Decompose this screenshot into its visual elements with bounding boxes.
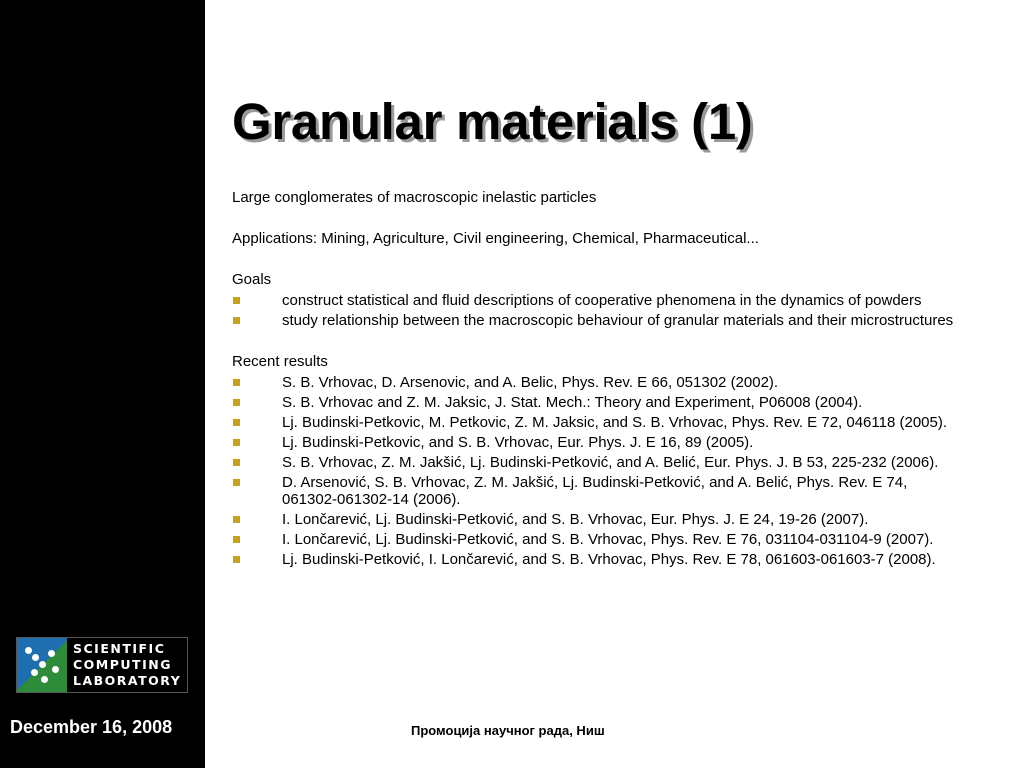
reference-item: I. Lončarević, Lj. Budinski-Petković, and S. B. Vrhovac, Phys. Rev. E 76, 031104-031104-9 (2007). (232, 531, 962, 548)
reference-item: Lj. Budinski-Petković, I. Lončarević, and S. B. Vrhovac, Phys. Rev. E 78, 061603-061603-7 (2008). (232, 551, 962, 568)
logo-line-2: COMPUTING (73, 657, 172, 672)
sidebar (0, 0, 205, 768)
intro-text: Large conglomerates of macroscopic inelastic particles (232, 189, 597, 206)
reference-item: Lj. Budinski-Petkovic, M. Petkovic, Z. M. Jaksic, and S. B. Vrhovac, Phys. Rev. E 72, 046118 (2005). (232, 414, 962, 431)
reference-item: S. B. Vrhovac and Z. M. Jaksic, J. Stat. Mech.: Theory and Experiment, P06008 (2004). (232, 394, 962, 411)
results-heading: Recent results (232, 353, 328, 370)
reference-item: I. Lončarević, Lj. Budinski-Petković, and S. B. Vrhovac, Eur. Phys. J. E 24, 19-26 (2007). (232, 511, 962, 528)
logo-text (67, 638, 187, 692)
logo-line-1: SCIENTIFIC (73, 641, 166, 656)
slide-date: December 16, 2008 (10, 717, 173, 737)
scl-logo (16, 637, 188, 693)
logo-line-3: LABORATORY (73, 673, 182, 688)
logo-dots-icon (17, 638, 67, 692)
footer-text: Промоција научног рада, Ниш (411, 723, 605, 738)
applications-text: Applications: Mining, Agriculture, Civil engineering, Chemical, Pharmaceutical... (232, 230, 759, 247)
slide-content (232, 189, 962, 592)
goals-list (232, 292, 962, 329)
slide-title: Granular materials (1) (232, 93, 753, 150)
results-list (232, 374, 962, 568)
goal-item: construct statistical and fluid descriptions of cooperative phenomena in the dynamics of powders (232, 292, 962, 309)
reference-item: Lj. Budinski-Petkovic, and S. B. Vrhovac, Eur. Phys. J. E 16, 89 (2005). (232, 434, 962, 451)
reference-item: S. B. Vrhovac, D. Arsenovic, and A. Belic, Phys. Rev. E 66, 051302 (2002). (232, 374, 962, 391)
reference-item: D. Arsenović, S. B. Vrhovac, Z. M. Jakšić, Lj. Budinski-Petković, and A. Belić, Phys. Rev. E 74, 061302-061302-14 (2006). (232, 474, 962, 508)
reference-item: S. B. Vrhovac, Z. M. Jakšić, Lj. Budinski-Petković, and A. Belić, Eur. Phys. J. B 53, 225-232 (2006). (232, 454, 962, 471)
goal-item: study relationship between the macroscopic behaviour of granular materials and their microstructures (232, 312, 962, 329)
goals-heading: Goals (232, 271, 272, 288)
